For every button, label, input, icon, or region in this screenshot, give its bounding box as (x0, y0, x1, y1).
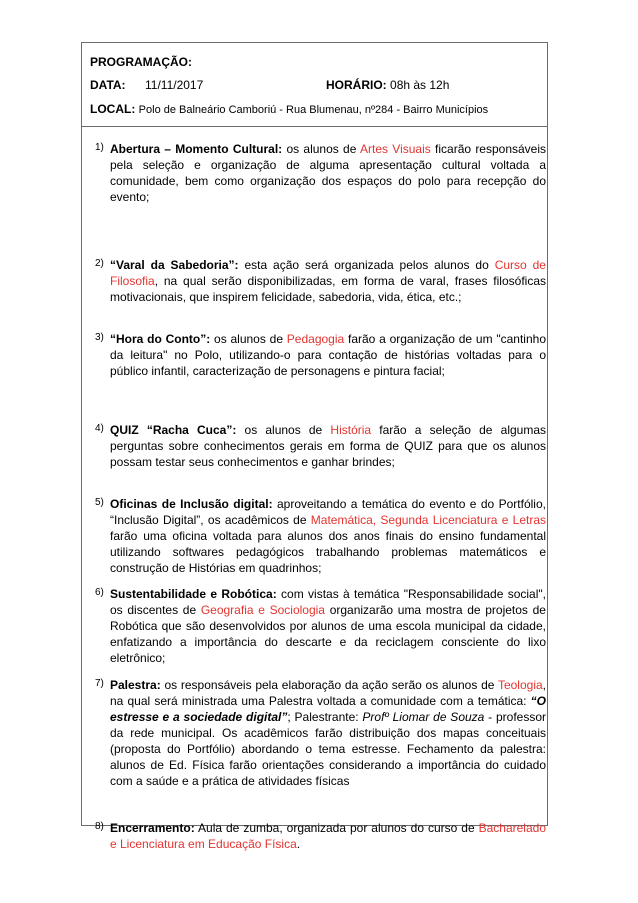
programacao-title (90, 55, 192, 69)
time-group (326, 78, 449, 92)
date-label: DATA: (90, 78, 126, 92)
time-label: HORÁRIO: (326, 78, 387, 92)
course-highlight: Pedagogia (286, 332, 345, 346)
item-body: ; Palestrante: (287, 710, 363, 724)
item-number: 5) (95, 497, 104, 508)
item-text (110, 586, 546, 666)
item-text (110, 677, 546, 789)
course-highlight: Bacharelado e Licenciatura em Educação Física (110, 821, 546, 851)
item-body: . (296, 837, 301, 851)
course-highlight: História (330, 423, 372, 437)
item-body: - professor da rede municipal. Os acadêmicos farão distribuição dos mapas conceituais (proposta do Portfólio) abordando o tema estresse. Fechamento da palestra: alunos de Ed. Física farão orientações considerando a importância do cuidado com a saúde e a prática de atividades físicas (110, 710, 547, 788)
speaker-name: Profº Liomar de Souza (362, 710, 485, 724)
item-body: farão uma oficina voltada para alunos dos anos finais do ensino fundamental utilizando softwares pedagógicos trabalhando problemas matemáticos e construção de Histórias em quadrinhos; (110, 529, 546, 575)
time-value: 08h às 12h (390, 78, 450, 92)
item-title: Sustentabilidade e Robótica: (110, 587, 277, 601)
item-text (110, 820, 546, 852)
course-highlight: Artes Visuais (360, 142, 431, 156)
item-body: organizarão uma mostra de projetos de Robótica que são desenvolvidos por alunos de uma escola municipal da cidade, enfatizando a importância do descarte e da reciclagem consciente do lixo eletrônico; (110, 603, 546, 665)
item-text (110, 257, 546, 305)
item-title: Palestra: (110, 678, 161, 692)
item-body: os responsáveis pela elaboração da ação serão os alunos de (160, 678, 498, 692)
item-number: 8) (95, 821, 104, 832)
item-body: Aula de zumba, organizada por alunos do curso de (194, 821, 479, 835)
item-body: ficarão responsáveis pela seleção e organização de alguma apresentação cultural voltada a comunidade, bem como organização dos espaços do polo para recepção do evento; (110, 142, 547, 204)
item-text (110, 496, 546, 576)
item-text (110, 141, 546, 205)
item-title: “Varal da Sabedoria”: (110, 258, 239, 272)
item-number: 3) (95, 332, 104, 343)
talk-theme: “O estresse e a sociedade digital” (110, 694, 546, 724)
item-body: , na qual serão disponibilizadas, em forma de varal, frases filosóficas motivacionais, que inspirem felicidade, sabedoria, vida, ética, etc.; (110, 274, 546, 304)
date-value: 11/11/2017 (145, 78, 204, 92)
item-body: os alunos de (282, 142, 360, 156)
local-value: Polo de Balneário Camboriú - Rua Blumenau, nº284 - Bairro Municípios (138, 104, 489, 116)
item-title: QUIZ “Racha Cuca”: (110, 423, 237, 437)
programacao-title-label: PROGRAMAÇÃO: (90, 55, 192, 69)
item-number: 2) (95, 258, 104, 269)
item-body: farão a organização de um "cantinho da leitura" no Polo, utilizando-o para contação de histórias voltadas para o público infantil, caracterização de personagens e pintura facial; (110, 332, 546, 378)
item-body: aproveitando a temática do evento e do Portfólio, “Inclusão Digital”, os acadêmicos de (110, 497, 546, 527)
item-body: , na qual será ministrada uma Palestra voltada a comunidade com a temática: (110, 678, 546, 708)
local-row (90, 102, 488, 116)
header-section (82, 43, 547, 127)
item-title: “Hora do Conto”: (110, 332, 211, 346)
course-highlight: Curso de Filosofia (110, 258, 546, 288)
item-title: Oficinas de Inclusão digital: (110, 497, 273, 511)
item-title: Encerramento: (110, 821, 195, 835)
item-title: Abertura – Momento Cultural: (110, 142, 283, 156)
item-text (110, 331, 546, 379)
item-number: 7) (95, 678, 104, 689)
item-number: 1) (95, 142, 104, 153)
programacao-table (81, 42, 548, 851)
item-body: com vistas à temática "Responsabilidade social", os discentes de (110, 587, 546, 617)
date-time-row (90, 78, 450, 92)
course-highlight: Geografia e Sociologia (200, 603, 325, 617)
item-body: esta ação será organizada pelos alunos do (238, 258, 495, 272)
course-highlight: Teologia (497, 678, 543, 692)
course-highlight: Matemática, Segunda Licenciatura e Letras (310, 513, 546, 527)
item-body: os alunos de (210, 332, 287, 346)
item-body: farão a seleção de algumas perguntas sobre conhecimentos gerais em forma de QUIZ para que os alunos possam testar seus conhecimentos e ganhar brindes; (110, 423, 547, 469)
item-text (110, 422, 546, 470)
item-number: 6) (95, 587, 104, 598)
activity-list (82, 127, 547, 851)
item-number: 4) (95, 423, 104, 434)
item-body: os alunos de (236, 423, 331, 437)
local-label: LOCAL: (90, 102, 136, 116)
